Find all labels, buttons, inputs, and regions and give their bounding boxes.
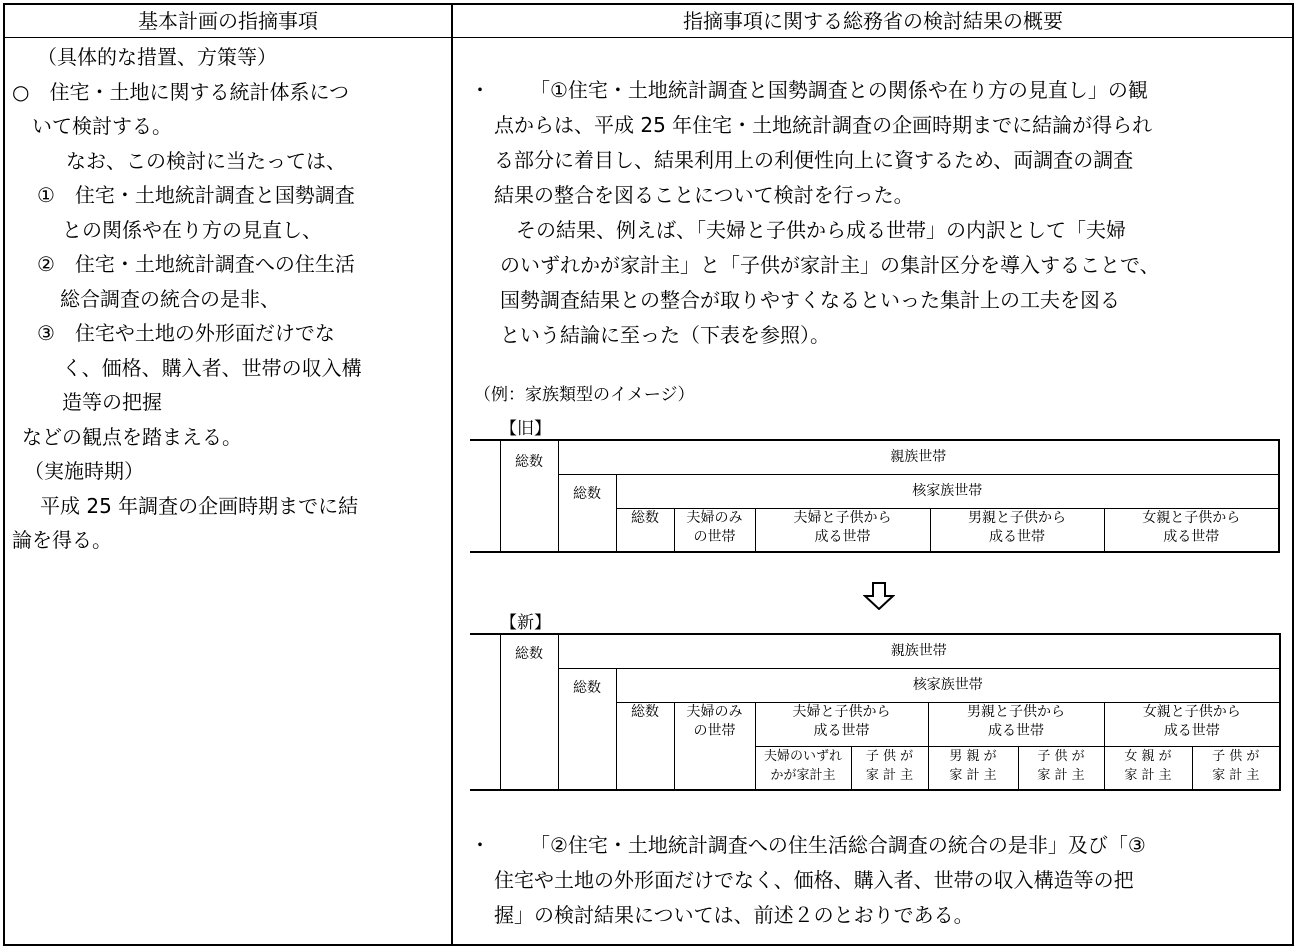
- mother-children: 女親と子供から: [1142, 703, 1241, 720]
- couple-only: 夫婦のみ: [686, 703, 743, 720]
- mother-children: 女親と子供から: [1142, 509, 1241, 526]
- header-divider: [3, 37, 1294, 38]
- father-children: 成る世帯: [989, 528, 1045, 545]
- left-column: [12, 40, 444, 558]
- mother-head: 女 親 が: [1124, 748, 1172, 764]
- right-paragraph-3: [470, 828, 1280, 933]
- nuclear-header: 核家族世帯: [616, 668, 1280, 702]
- father-head: 男 親 が: [949, 748, 997, 764]
- father-children: 男親と子供から: [968, 509, 1066, 526]
- left-line: く、価格、購入者、世帯の収入構: [62, 355, 362, 380]
- left-line: 総合調査の統合の是非、: [60, 286, 280, 311]
- blank-cell: [470, 440, 500, 552]
- total-cell: 総数: [500, 440, 558, 552]
- header-right: 指摘事項に関する総務省の検討結果の概要: [683, 9, 1063, 33]
- child-head: 子 供 が: [1212, 748, 1260, 764]
- para1-line: 点からは、平成 25 年住宅・土地統計調査の企画時期までに結論が得られ: [494, 113, 1153, 137]
- couple-children: 夫婦と子供から: [793, 509, 892, 526]
- nuclear-header: 核家族世帯: [616, 474, 1279, 508]
- bullet: ・: [470, 78, 490, 102]
- para3-line: 「②住宅・土地統計調査への住生活総合調査の統合の是非」及び「③: [530, 833, 1146, 857]
- new-table-label: 【新】: [500, 613, 551, 633]
- para3-line: 握」の検討結果については、前述２のとおりである。: [494, 903, 974, 927]
- total-cell: 総数: [558, 668, 616, 790]
- child-head: 家 計 主: [1212, 767, 1260, 783]
- old-family-table: [470, 439, 1280, 553]
- para3-line: 住宅や土地の外形面だけでなく、価格、購入者、世帯の収入構造等の把: [494, 868, 1134, 892]
- bullet: ・: [470, 833, 490, 857]
- old-table-label: 【旧】: [500, 419, 551, 439]
- left-line: ② 住宅・土地統計調査への住生活: [37, 252, 355, 276]
- total-cell: 総数: [616, 702, 674, 790]
- para2-line: のいずれかが家計主」と「子供が家計主」の集計区分を導入することで、: [500, 253, 1160, 277]
- father-children: 男親と子供から: [967, 703, 1065, 720]
- relatives-header: 親族世帯: [558, 634, 1280, 668]
- mother-head: 家 計 主: [1124, 767, 1172, 783]
- left-line: ○ 住宅・土地に関する統計体系につ: [12, 79, 350, 104]
- left-line: 造等の把握: [62, 390, 162, 414]
- couple-head: かが家計主: [770, 767, 836, 783]
- relatives-header: 親族世帯: [558, 440, 1279, 474]
- left-line: （実施時期）: [24, 459, 144, 483]
- blank-cell: [470, 634, 500, 790]
- header-left: 基本計画の指摘事項: [138, 9, 318, 33]
- column-divider: [451, 3, 453, 946]
- father-head: 家 計 主: [949, 767, 997, 783]
- left-line: （具体的な措置、方策等）: [37, 45, 277, 69]
- para1-line: 結果の整合を図ることについて検討を行った。: [494, 183, 914, 207]
- right-paragraph-1: [470, 73, 1280, 353]
- total-cell: 総数: [616, 508, 674, 552]
- down-arrow-icon: [863, 582, 895, 610]
- new-family-table: [470, 633, 1281, 791]
- left-line: なお、この検討に当たっては、: [66, 148, 346, 173]
- couple-children: 成る世帯: [813, 722, 870, 739]
- mother-children: 成る世帯: [1163, 722, 1220, 739]
- left-line: との関係や在り方の見直し、: [62, 217, 322, 242]
- total-cell: 総数: [558, 474, 616, 552]
- mother-children: 成る世帯: [1163, 528, 1220, 545]
- father-children: 成る世帯: [988, 722, 1044, 739]
- left-line: いて検討する。: [32, 114, 172, 138]
- couple-only: の世帯: [693, 528, 736, 545]
- couple-children: 成る世帯: [814, 528, 871, 545]
- child-head: 家 計 主: [1037, 767, 1085, 783]
- left-line: 平成 25 年調査の企画時期までに結: [40, 493, 359, 518]
- child-head: 家 計 主: [865, 767, 914, 783]
- couple-head: 夫婦のいずれ: [763, 748, 842, 764]
- left-line: ① 住宅・土地統計調査と国勢調査: [37, 183, 355, 207]
- couple-only: の世帯: [693, 722, 736, 739]
- child-head: 子 供 が: [1037, 748, 1085, 764]
- left-line: 論を得る。: [12, 528, 112, 552]
- para1-line: る部分に着目し、結果利用上の利便性向上に資するため、両調査の調査: [494, 148, 1134, 172]
- left-line: などの観点を踏まえる。: [22, 424, 242, 449]
- child-head: 子 供 が: [865, 748, 914, 764]
- para2-line: その結果、例えば、「夫婦と子供から成る世帯」の内訳として「夫婦: [516, 218, 1126, 242]
- couple-children: 夫婦と子供から: [792, 703, 891, 720]
- para2-line: という結論に至った（下表を参照）。: [500, 323, 830, 347]
- table-caption: （例：家族類型のイメージ）: [474, 385, 695, 405]
- left-line: ③ 住宅や土地の外形面だけでな: [37, 321, 335, 345]
- total-cell: 総数: [500, 634, 558, 790]
- para1-line: 「①住宅・土地統計調査と国勢調査との関係や在り方の見直し」の観: [530, 78, 1148, 102]
- couple-only: 夫婦のみ: [686, 509, 743, 526]
- para2-line: 国勢調査結果との整合が取りやすくなるといった集計上の工夫を図る: [500, 288, 1120, 312]
